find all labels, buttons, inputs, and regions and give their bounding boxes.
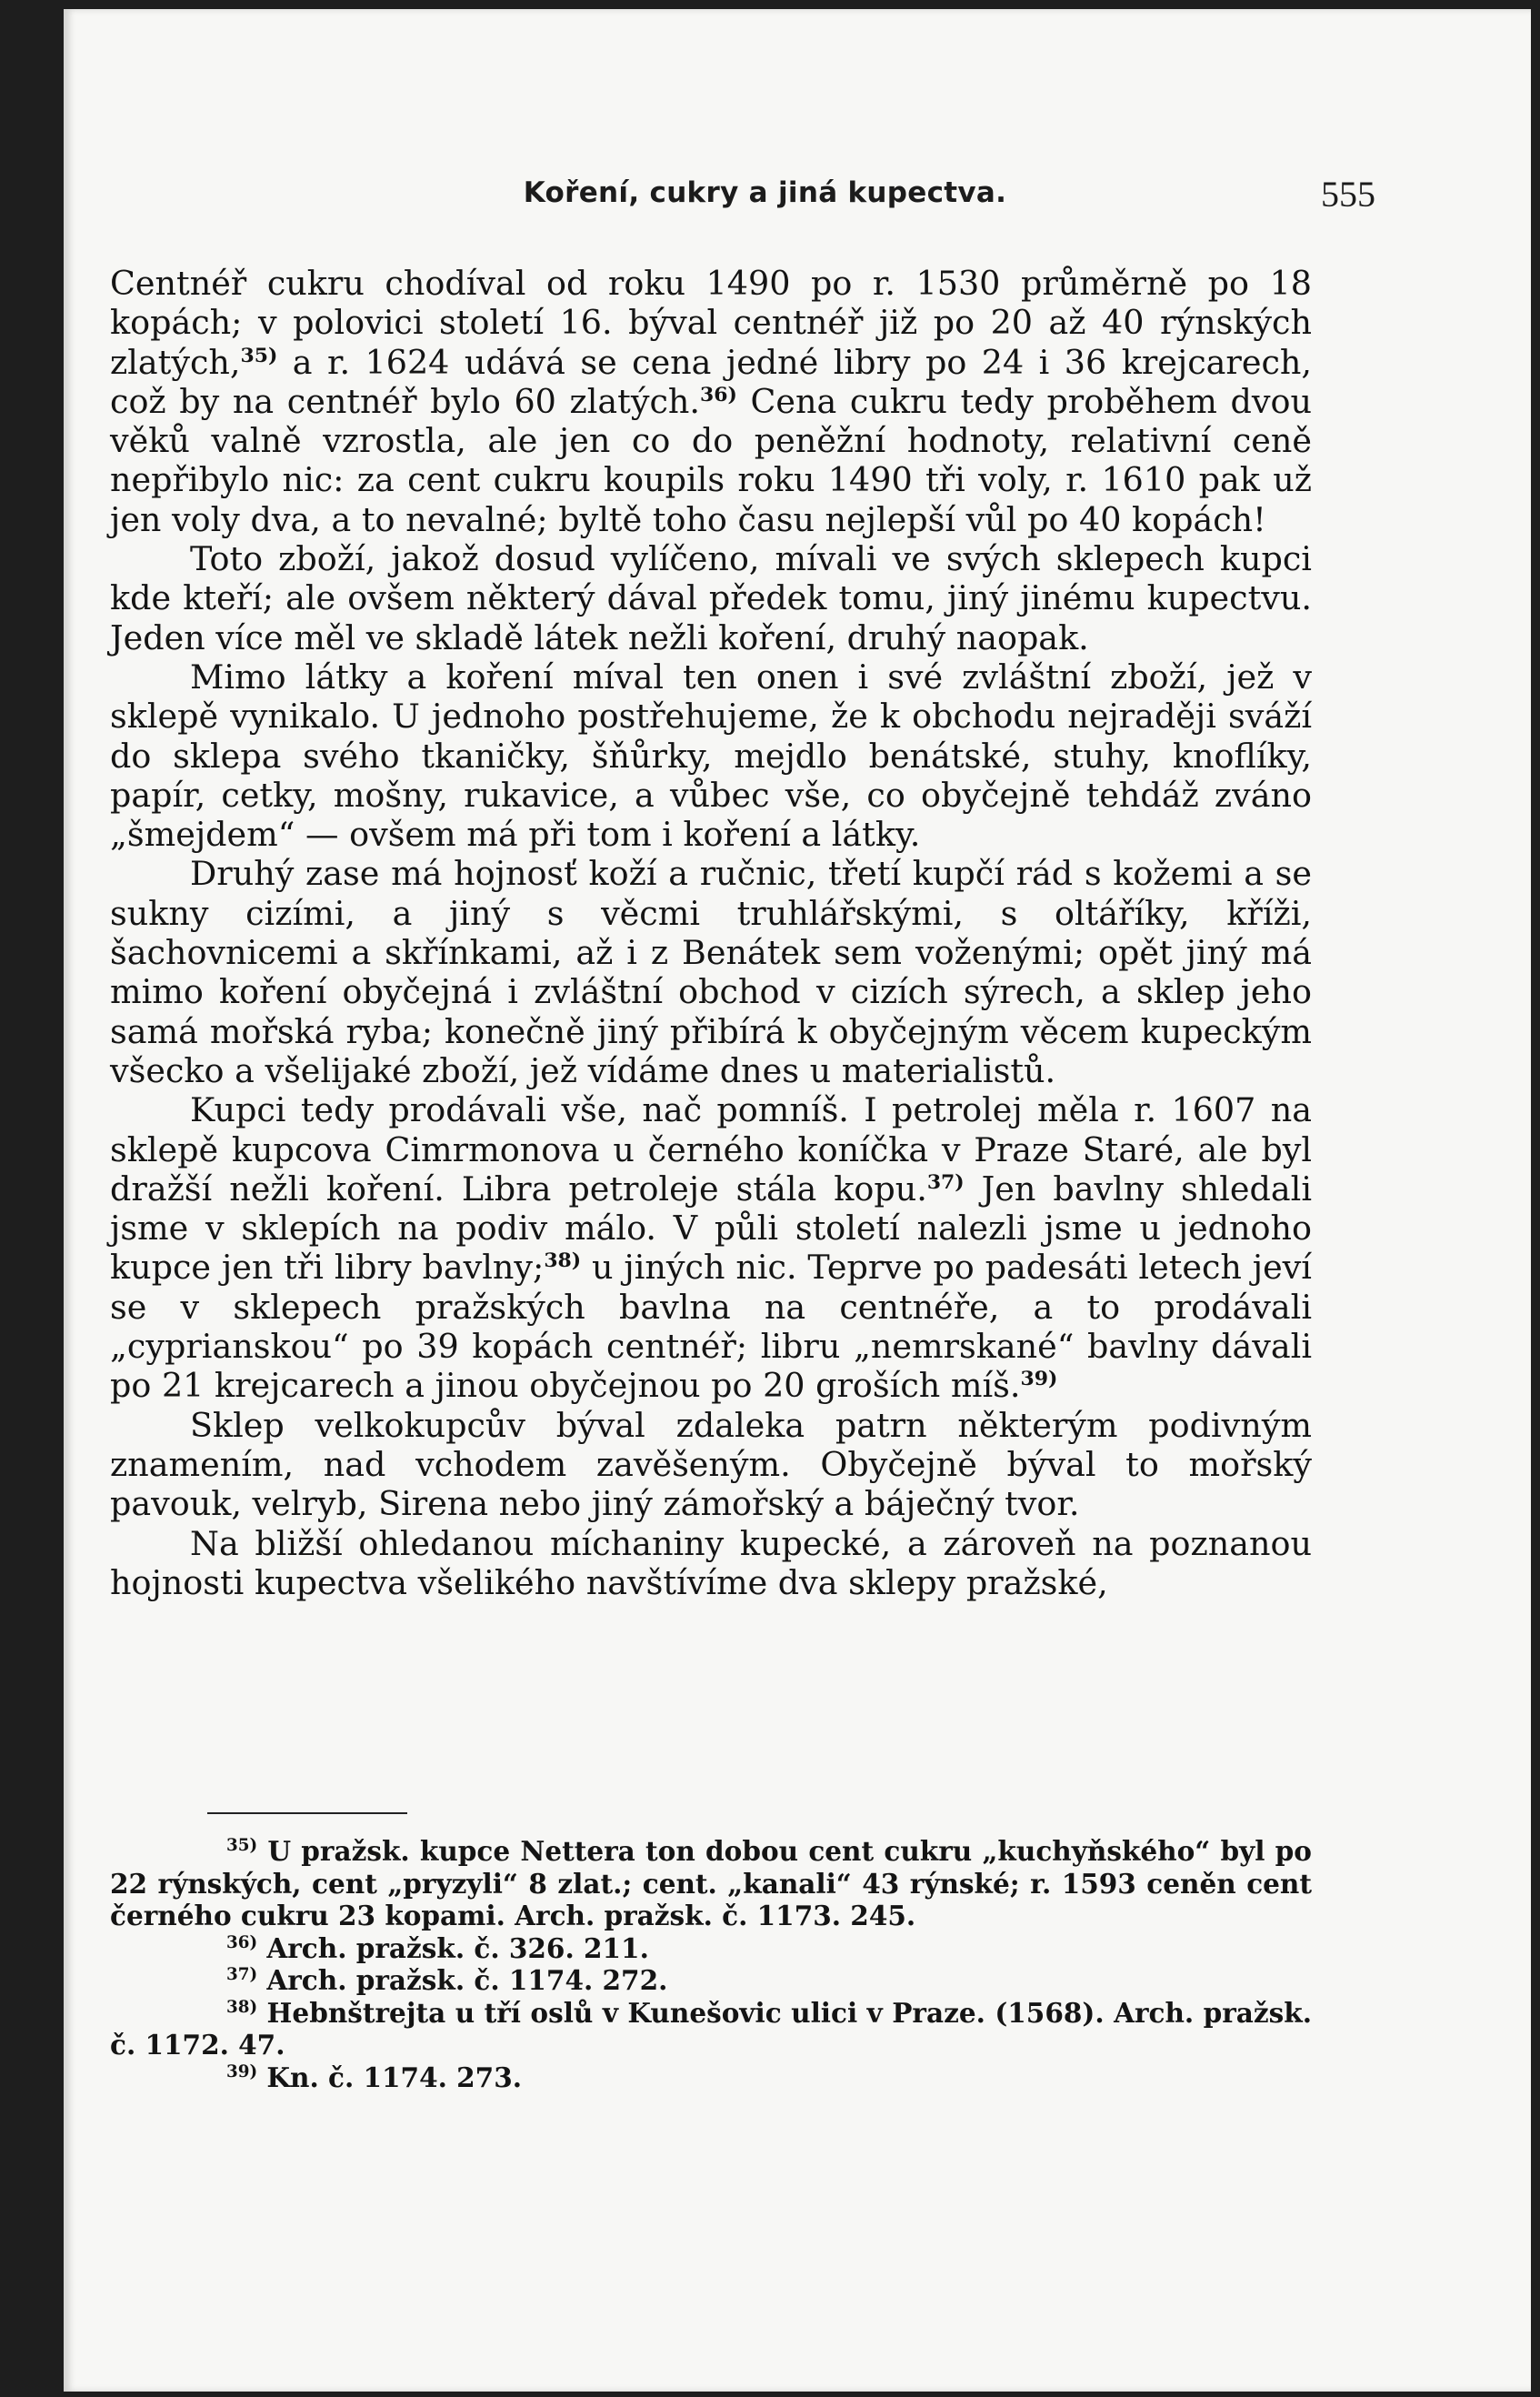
- paragraph-text: Centnéř cukru chodíval od roku 1490 po r. 1530 průměrně po 18 kopách; v polovici století 16. býval centnéř již po 20 až 40 rýnských zlatých,: [110, 264, 1312, 382]
- footnotes: [110, 1835, 1312, 2093]
- paragraph: [110, 1406, 1312, 1524]
- body-text: [110, 264, 1312, 1602]
- footnote-number: 37): [226, 1965, 258, 1985]
- paragraph: [110, 1090, 1312, 1405]
- footnote-separator: [207, 1812, 407, 1814]
- footnote-number: 35): [226, 1836, 258, 1856]
- paragraph-text: Sklep velkokupcův býval zdaleka patrn některým podivným znamením, nad vchodem zavěšeným. Obyčejně býval to mořský pavouk, velryb, Sirena nebo jiný zámořský a báječný tvor.: [110, 1405, 1312, 1524]
- paragraph: [110, 539, 1312, 657]
- paragraph: [110, 657, 1312, 854]
- paragraph: [110, 854, 1312, 1090]
- footnote-number: 36): [226, 1932, 258, 1952]
- footnote-text: Hebnštrejta u tří oslů v Kunešovic ulici v Praze. (1568). Arch. pražsk. č. 1172. 47.: [110, 1996, 1312, 2061]
- footnote: [110, 1932, 1312, 1965]
- paragraph-text: Kupci tedy prodávali vše, nač pomníš. I petrolej měla r. 1607 na sklepě kupcova Cimrmonova u černého koníčka v Praze Staré, ale byl dražší nežli koření. Libra petroleje stála kopu.: [110, 1090, 1312, 1209]
- footnote-reference: 39): [1020, 1367, 1058, 1391]
- footnote-reference: 38): [544, 1249, 582, 1273]
- paragraph-text: Druhý zase má hojnosť koží a ručnic, třetí kupčí rád s kožemi a se sukny cizími, a jiný s věcmi truhlářskými, s oltáříky, kříži, šachovnicemi a skřínkami, až i z Benátek sem voženými; opět jiný má mimo koření obyčejná i zvláštní obchod v cizích sýrech, a sklep jeho samá mořská ryba; konečně jiný přibírá k obyčejným věcem kupeckým všecko a všelijaké zboží, jež vídáme dnes u materialistů.: [110, 854, 1312, 1090]
- paragraph: [110, 1524, 1312, 1603]
- page-number: 555: [1321, 174, 1375, 215]
- paragraph: [110, 264, 1312, 539]
- paragraph-text: u jiných nic. Teprve po padesáti letech jeví se v sklepech pražských bavlna na centnéře, a to prodávali „cyprianskou“ po 39 kopách centnéř; libru „nemrskané“ bavlny dávali po 21 krejcarech a jinou obyčejnou po 20 groších míš.: [110, 1248, 1312, 1406]
- footnote: [110, 1835, 1312, 1932]
- paragraph-text: Toto zboží, jakož dosud vylíčeno, mívali ve svých sklepech kupci kde kteří; ale ovšem některý dával předek tomu, jiný jinému kupectvu. Jeden více měl ve skladě látek nežli koření, druhý naopak.: [110, 539, 1312, 657]
- running-title: Koření, cukry a jiná kupectva.: [523, 176, 1007, 209]
- footnote-text: Arch. pražsk. č. 1174. 272.: [257, 1964, 668, 1996]
- footnote: [110, 2061, 1312, 2094]
- paragraph-text: a r. 1624 udává se cena jedné libry po 24 i 36 krejcarech, což by na centnéř bylo 60 zlatých.: [110, 342, 1312, 421]
- footnote-text: Kn. č. 1174. 273.: [257, 2061, 522, 2093]
- footnote-text: Arch. pražsk. č. 326. 211.: [257, 1931, 649, 1964]
- page-header: [155, 173, 1375, 218]
- footnote-reference: 36): [700, 382, 737, 406]
- paragraph-text: Cena cukru tedy proběhem dvou věků valně vzrostla, ale jen co do peněžní hodnoty, relativní ceně nepřibylo nic: za cent cukru koupils roku 1490 tři voly, r. 1610 pak už jen voly dva, a to nevalné; byltě toho času nejlepší vůl po 40 kopách!: [110, 381, 1313, 539]
- footnote: [110, 1964, 1312, 1997]
- footnote-number: 39): [226, 2061, 258, 2081]
- paragraph-text: Na bližší ohledanou míchaniny kupecké, a zároveň na poznanou hojnosti kupectva všelikého navštívíme dva sklepy pražské,: [110, 1523, 1312, 1602]
- paragraph-text: Mimo látky a koření míval ten onen i své zvláštní zboží, jež v sklepě vynikalo. U jednoho postřehujeme, že k obchodu nejraději sváží do sklepa svého tkaničky, šňůrky, mejdlo benátské, stuhy, knoflíky, papír, cetky, mošny, rukavice, a vůbec vše, co obyčejně tehdáž zváno „šmejdem“ — ovšem má při tom i koření a látky.: [110, 657, 1312, 855]
- footnote-number: 38): [226, 1997, 258, 2017]
- footnote-text: U pražsk. kupce Nettera ton dobou cent cukru „kuchyňského“ byl po 22 rýnských, cent „pryzyli“ 8 zlat.; cent. „kanali“ 43 rýnské; r. 1593 ceněn cent černého cukru 23 kopami. Arch. pražsk. č. 1173. 245.: [110, 1835, 1312, 1931]
- footnote-reference: 37): [926, 1169, 965, 1194]
- footnote-reference: 35): [240, 343, 278, 367]
- footnote: [110, 1997, 1312, 2061]
- paragraph-text: Jen bavlny shledali jsme v sklepích na podiv málo. V půli století nalezli jsme u jednoho kupce jen tři libry bavlny;: [110, 1168, 1312, 1288]
